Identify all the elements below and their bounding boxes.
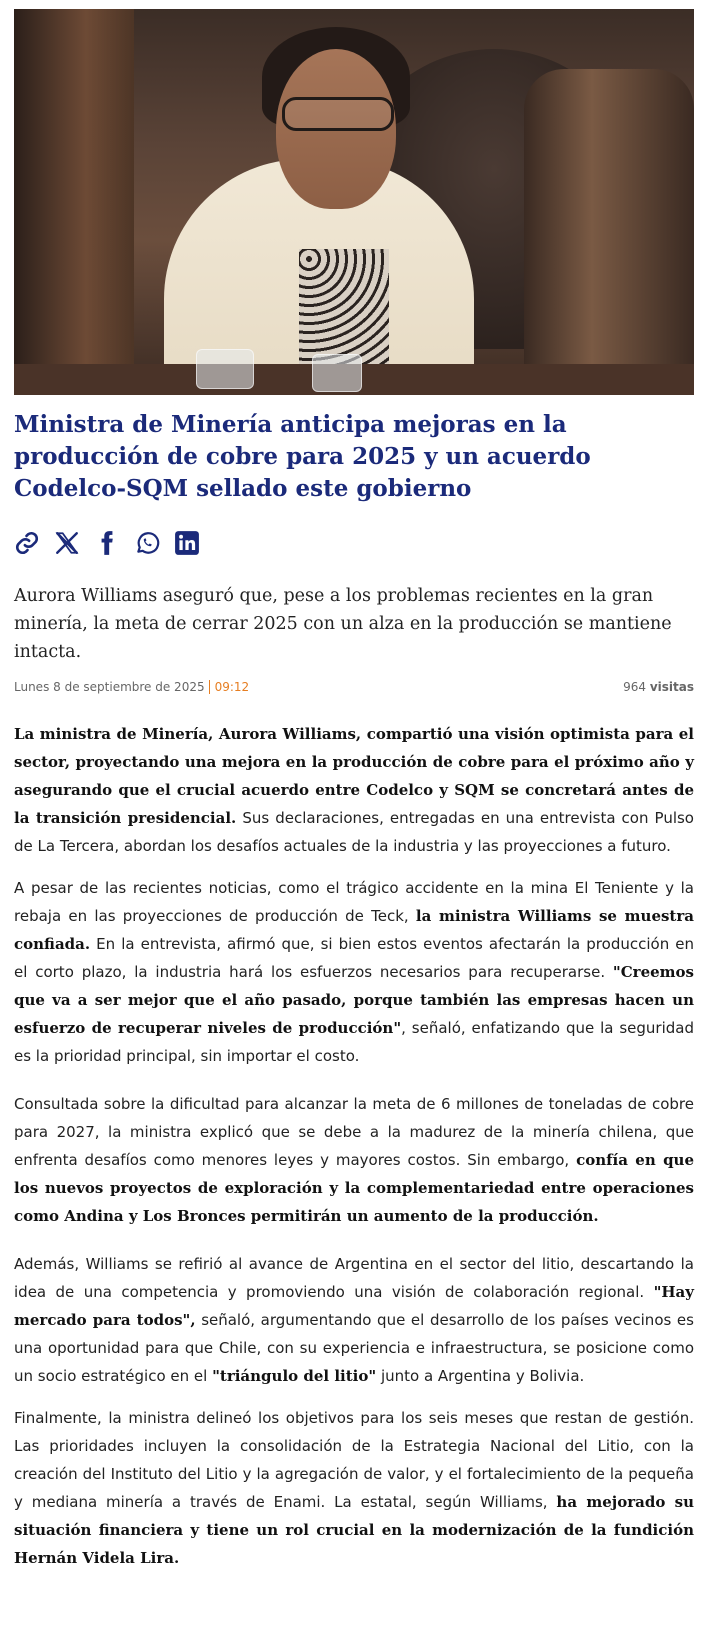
- paragraph: [14, 874, 694, 1070]
- paragraph-text: , señaló, enfatizando que la seguridad es la prioridad principal, sin importar el costo.: [14, 1019, 694, 1065]
- x-twitter-icon[interactable]: [54, 530, 80, 556]
- publish-info: [14, 680, 249, 694]
- photo-chair-right: [524, 69, 694, 395]
- article-body: [14, 720, 694, 1572]
- publish-date: Lunes 8 de septiembre de 2025: [14, 680, 205, 694]
- paragraph-text: señaló, argumentando que el desarrollo de los países vecinos es una oportunidad para que Chile, con su experiencia e infraestructura, se posicione como un socio estratégico en el: [14, 1311, 694, 1385]
- paragraph-text: Además, Williams se refirió al avance de Argentina en el sector del litio, descartando la idea de una competencia y promoviendo una visión de colaboración regional.: [14, 1255, 694, 1301]
- photo-water-glass: [196, 349, 254, 389]
- visit-label: visitas: [649, 680, 694, 694]
- paragraph: [14, 1090, 694, 1230]
- paragraph-text: Sus declaraciones, entregadas en una entrevista con Pulso de La Tercera, abordan los desafíos actuales de la industria y las proyecciones a futuro.: [14, 809, 694, 855]
- paragraph-text: En la entrevista, afirmó que, si bien estos eventos afectarán la producción en el corto plazo, la industria hará los esfuerzos necesarios para recuperarse.: [14, 935, 694, 981]
- paragraph-quote: "triángulo del litio": [212, 1367, 377, 1385]
- paragraph-highlight: La ministra de Minería, Aurora Williams, compartió una visión optimista para el sector, proyectando una mejora en la producción de cobre para el próximo año y asegurando que el crucial acuerdo entre Codelco y SQM se concretará antes de la transición presidencial.: [14, 725, 694, 827]
- photo-chair-left: [14, 9, 134, 395]
- share-bar: [14, 528, 694, 558]
- article-title: Ministra de Minería anticipa mejoras en la producción de cobre para 2025 y un acuerdo Codelco-SQM sellado este gobierno: [14, 411, 591, 502]
- visit-counter: [623, 680, 694, 694]
- photo-water-glass: [312, 354, 362, 392]
- linkedin-icon[interactable]: [174, 530, 200, 556]
- publish-time: 09:12: [209, 680, 250, 694]
- link-icon[interactable]: [14, 530, 40, 556]
- photo-glasses: [282, 97, 394, 131]
- hero-photo: [14, 9, 694, 395]
- facebook-icon[interactable]: [94, 530, 120, 556]
- paragraph-quote: "Hay mercado para todos",: [14, 1283, 694, 1329]
- whatsapp-icon[interactable]: [134, 530, 160, 556]
- paragraph-highlight: confía en que los nuevos proyectos de exploración y la complementariedad entre operaciones como Andina y Los Bronces permitirán un aumento de la producción.: [14, 1151, 695, 1225]
- article-meta: [14, 680, 694, 694]
- paragraph: [14, 1250, 694, 1390]
- paragraph-highlight: ha mejorado su situación financiera y tiene un rol crucial en la modernización de la fundición Hernán Videla Lira.: [14, 1493, 694, 1567]
- visit-count: 964: [623, 680, 646, 694]
- paragraph-text: A pesar de las recientes noticias, como el trágico accidente en la mina El Teniente y la rebaja en las proyecciones de producción de Teck,: [14, 879, 694, 925]
- paragraph-highlight: la ministra Williams se muestra confiada.: [14, 907, 694, 953]
- paragraph-quote: "Creemos que va a ser mejor que el año pasado, porque también las empresas hacen un esfuerzo de recuperar niveles de producción": [14, 963, 694, 1037]
- paragraph-text: Finalmente, la ministra delineó los objetivos para los seis meses que restan de gestión. Las prioridades incluyen la consolidación de la Estrategia Nacional del Litio, con la creación del Instituto del Litio y la agregación de valor, y el fortalecimiento de la pequeña y mediana minería a través de Enami. La estatal, según Williams,: [14, 1409, 694, 1511]
- paragraph: [14, 1404, 694, 1572]
- paragraph-text: junto a Argentina y Bolivia.: [376, 1367, 585, 1385]
- paragraph-text: Consultada sobre la dificultad para alcanzar la meta de 6 millones de toneladas de cobre para 2027, la ministra explicó que se debe a la madurez de la minería chilena, que enfrenta desafíos como menores leyes y mayores costos. Sin embargo,: [14, 1095, 694, 1169]
- article-page: [0, 9, 708, 1638]
- paragraph: [14, 720, 694, 860]
- article-lead: Aurora Williams aseguró que, pese a los problemas recientes en la gran minería, la meta de cerrar 2025 con un alza en la producción se mantiene intacta.: [14, 586, 672, 662]
